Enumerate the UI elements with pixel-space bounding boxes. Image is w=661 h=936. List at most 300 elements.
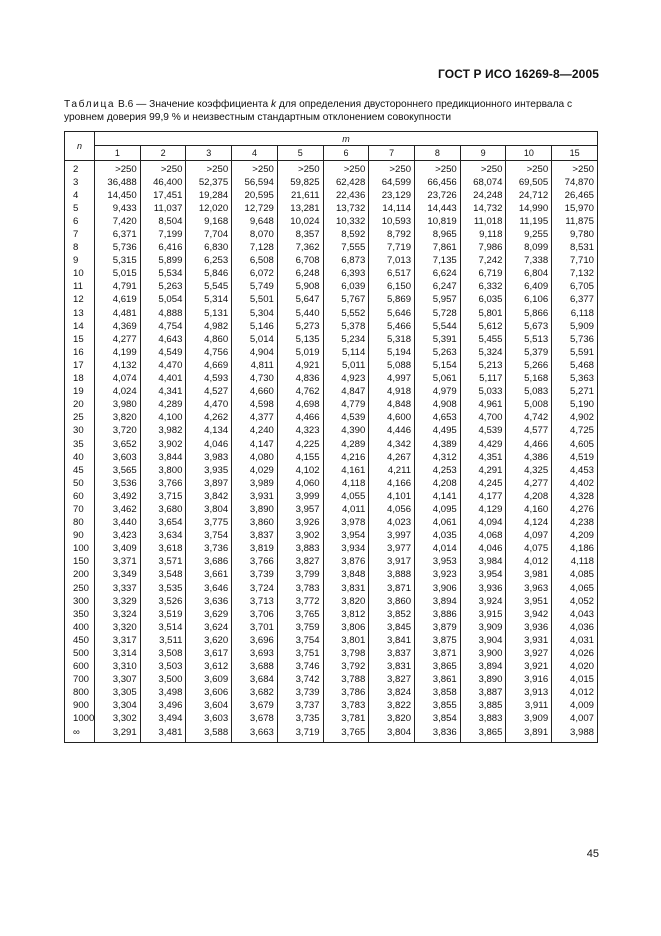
value-cell: 5,011 (323, 359, 369, 372)
value-cell: 3,842 (186, 490, 232, 503)
value-cell: 5,213 (460, 359, 506, 372)
n-cell: 15 (65, 333, 95, 346)
value-cell: 4,470 (140, 359, 186, 372)
value-cell: 5,363 (552, 373, 598, 386)
n-cell: 50 (65, 477, 95, 490)
value-cell: 4,009 (552, 700, 598, 713)
value-cell: 3,804 (186, 503, 232, 516)
value-cell: 4,276 (552, 503, 598, 516)
value-cell: 3,865 (415, 661, 461, 674)
value-cell: 4,011 (323, 503, 369, 516)
n-cell: 10 (65, 268, 95, 281)
value-cell: 4,921 (277, 359, 323, 372)
value-cell: 3,786 (323, 687, 369, 700)
value-cell: 3,792 (323, 661, 369, 674)
value-cell: 4,056 (369, 503, 415, 516)
value-cell: 6,332 (460, 281, 506, 294)
value-cell: 5,513 (506, 333, 552, 346)
n-cell: 900 (65, 700, 95, 713)
value-cell: 3,661 (186, 569, 232, 582)
value-cell: 56,594 (232, 176, 278, 189)
value-cell: 9,168 (186, 215, 232, 228)
table-row (65, 464, 598, 477)
value-cell: 3,902 (140, 438, 186, 451)
value-cell: 4,466 (277, 412, 323, 425)
value-cell: 4,918 (369, 386, 415, 399)
value-cell: 4,860 (186, 333, 232, 346)
value-cell: 5,015 (95, 268, 141, 281)
n-cell: 400 (65, 621, 95, 634)
value-cell: 3,514 (140, 621, 186, 634)
value-cell: 20,595 (232, 189, 278, 202)
value-cell: 6,248 (277, 268, 323, 281)
value-cell: 4,277 (506, 477, 552, 490)
value-cell: 3,806 (323, 621, 369, 634)
n-cell: 60 (65, 490, 95, 503)
value-cell: 3,936 (460, 582, 506, 595)
value-cell: 4,791 (95, 281, 141, 294)
value-cell: 4,429 (460, 438, 506, 451)
value-cell: 3,854 (415, 713, 461, 726)
value-cell: 69,505 (506, 176, 552, 189)
value-cell: 5,263 (140, 281, 186, 294)
value-cell: 4,240 (232, 425, 278, 438)
value-cell: 3,921 (506, 661, 552, 674)
value-cell: 3,820 (95, 412, 141, 425)
value-cell: 3,902 (277, 530, 323, 543)
value-cell: 3,349 (95, 569, 141, 582)
value-cell: 3,837 (369, 647, 415, 660)
value-cell: 7,242 (460, 255, 506, 268)
value-cell: 3,982 (140, 425, 186, 438)
value-cell: 3,900 (460, 647, 506, 660)
value-cell: 5,190 (552, 399, 598, 412)
value-cell: 4,539 (460, 425, 506, 438)
value-cell: 6,508 (232, 255, 278, 268)
value-cell: 3,636 (186, 595, 232, 608)
value-cell: 4,593 (186, 373, 232, 386)
value-cell: 4,997 (369, 373, 415, 386)
value-cell: 10,332 (323, 215, 369, 228)
value-cell: 3,865 (460, 726, 506, 743)
value-cell: 3,981 (506, 569, 552, 582)
value-cell: 4,209 (552, 530, 598, 543)
value-cell: 4,177 (460, 490, 506, 503)
n-cell: 40 (65, 451, 95, 464)
value-cell: 3,931 (506, 634, 552, 647)
value-cell: 3,876 (323, 556, 369, 569)
value-cell: 3,931 (232, 490, 278, 503)
value-cell: 7,362 (277, 242, 323, 255)
value-cell: 4,267 (369, 451, 415, 464)
value-cell: 59,825 (277, 176, 323, 189)
value-cell: 4,080 (232, 451, 278, 464)
document-id: ГОСТ Р ИСО 16269-8—2005 (437, 67, 599, 81)
value-cell: 5,061 (415, 373, 461, 386)
value-cell: 3,634 (140, 530, 186, 543)
value-cell: 3,652 (95, 438, 141, 451)
value-cell: 4,402 (552, 477, 598, 490)
n-cell: 18 (65, 373, 95, 386)
value-cell: 3,754 (186, 530, 232, 543)
value-cell: 5,146 (232, 320, 278, 333)
value-cell: 36,488 (95, 176, 141, 189)
n-cell: 500 (65, 647, 95, 660)
table-row (65, 490, 598, 503)
value-cell: 3,804 (369, 726, 415, 743)
value-cell: 5,544 (415, 320, 461, 333)
value-cell: 4,836 (277, 373, 323, 386)
value-cell: 5,909 (552, 320, 598, 333)
value-cell: 4,700 (460, 412, 506, 425)
value-cell: 3,844 (140, 451, 186, 464)
value-cell: >250 (95, 161, 141, 177)
value-cell: 3,924 (460, 595, 506, 608)
value-cell: 4,698 (277, 399, 323, 412)
n-cell: 3 (65, 176, 95, 189)
value-cell: 62,428 (323, 176, 369, 189)
value-cell: 4,961 (460, 399, 506, 412)
value-cell: 3,963 (506, 582, 552, 595)
n-cell: 9 (65, 255, 95, 268)
value-cell: 3,654 (140, 517, 186, 530)
value-cell: 4,015 (552, 674, 598, 687)
value-cell: 3,310 (95, 661, 141, 674)
value-cell: 3,897 (186, 477, 232, 490)
value-cell: 4,549 (140, 346, 186, 359)
value-cell: 4,134 (186, 425, 232, 438)
value-cell: 3,923 (415, 569, 461, 582)
value-cell: 5,315 (95, 255, 141, 268)
value-cell: 3,890 (232, 503, 278, 516)
caption-variable: k (270, 99, 277, 110)
value-cell: 23,726 (415, 189, 461, 202)
value-cell: 5,866 (506, 307, 552, 320)
value-cell: 4,605 (552, 438, 598, 451)
value-cell: 4,466 (506, 438, 552, 451)
n-cell: 45 (65, 464, 95, 477)
value-cell: 9,780 (552, 228, 598, 241)
value-cell: 3,883 (460, 713, 506, 726)
table-row (65, 228, 598, 241)
value-cell: 4,669 (186, 359, 232, 372)
value-cell: 4,208 (415, 477, 461, 490)
value-cell: 8,531 (552, 242, 598, 255)
value-cell: 7,710 (552, 255, 598, 268)
value-cell: 5,612 (460, 320, 506, 333)
value-cell: 4,323 (277, 425, 323, 438)
value-cell: 3,885 (460, 700, 506, 713)
value-cell: 3,819 (232, 543, 278, 556)
value-cell: 5,767 (323, 294, 369, 307)
caption-number: В.6 (118, 99, 134, 110)
value-cell: 6,393 (323, 268, 369, 281)
m-value-header: 4 (232, 146, 278, 161)
value-cell: 4,756 (186, 346, 232, 359)
value-cell: 3,957 (277, 503, 323, 516)
value-cell: 26,465 (552, 189, 598, 202)
value-cell: 9,118 (460, 228, 506, 241)
m-value-header: 5 (277, 146, 323, 161)
n-cell: 13 (65, 307, 95, 320)
value-cell: 6,106 (506, 294, 552, 307)
n-cell: 16 (65, 346, 95, 359)
m-value-header: 9 (460, 146, 506, 161)
value-cell: 4,848 (369, 399, 415, 412)
value-cell: 3,618 (140, 543, 186, 556)
value-cell: 3,766 (140, 477, 186, 490)
value-cell: 3,980 (95, 399, 141, 412)
value-cell: 4,118 (552, 556, 598, 569)
value-cell: 66,456 (415, 176, 461, 189)
value-cell: 5,314 (186, 294, 232, 307)
value-cell: 3,772 (277, 595, 323, 608)
value-cell: 4,730 (232, 373, 278, 386)
value-cell: 13,281 (277, 202, 323, 215)
value-cell: 4,982 (186, 320, 232, 333)
table-row (65, 307, 598, 320)
value-cell: 5,455 (460, 333, 506, 346)
value-cell: 3,887 (460, 687, 506, 700)
value-cell: 5,008 (506, 399, 552, 412)
value-cell: 4,124 (506, 517, 552, 530)
value-cell: 3,536 (95, 477, 141, 490)
value-cell: 5,168 (506, 373, 552, 386)
value-cell: 5,033 (460, 386, 506, 399)
table-row (65, 438, 598, 451)
value-cell: 4,245 (460, 477, 506, 490)
value-cell: 3,827 (277, 556, 323, 569)
value-cell: >250 (415, 161, 461, 177)
value-cell: 3,696 (232, 634, 278, 647)
value-cell: 3,508 (140, 647, 186, 660)
value-cell: 4,351 (460, 451, 506, 464)
value-cell: 8,099 (506, 242, 552, 255)
table-row (65, 477, 598, 490)
n-cell: 14 (65, 320, 95, 333)
value-cell: 4,186 (552, 543, 598, 556)
value-cell: 3,781 (323, 713, 369, 726)
table-row (65, 621, 598, 634)
value-cell: 7,128 (232, 242, 278, 255)
value-cell: 5,154 (415, 359, 461, 372)
value-cell: 8,504 (140, 215, 186, 228)
value-cell: 3,871 (415, 647, 461, 660)
value-cell: 3,989 (232, 477, 278, 490)
value-cell: >250 (506, 161, 552, 177)
table-row (65, 517, 598, 530)
value-cell: 4,904 (232, 346, 278, 359)
value-cell: 4,029 (232, 464, 278, 477)
value-cell: 4,225 (277, 438, 323, 451)
table-row (65, 268, 598, 281)
value-cell: 14,114 (369, 202, 415, 215)
table-row (65, 399, 598, 412)
value-cell: 4,328 (552, 490, 598, 503)
value-cell: 6,409 (506, 281, 552, 294)
value-cell: 3,609 (186, 674, 232, 687)
value-cell: 3,500 (140, 674, 186, 687)
value-cell: 3,663 (232, 726, 278, 743)
caption-prefix: Таблица (64, 99, 116, 110)
value-cell: 4,160 (506, 503, 552, 516)
value-cell: 4,102 (277, 464, 323, 477)
value-cell: 3,603 (186, 713, 232, 726)
n-cell: 12 (65, 294, 95, 307)
value-cell: 5,378 (323, 320, 369, 333)
value-cell: 6,517 (369, 268, 415, 281)
value-cell: >250 (186, 161, 232, 177)
value-cell: 5,736 (552, 333, 598, 346)
value-cell: 9,648 (232, 215, 278, 228)
value-cell: 10,593 (369, 215, 415, 228)
value-cell: 3,496 (140, 700, 186, 713)
value-cell: 3,307 (95, 674, 141, 687)
value-cell: 5,234 (323, 333, 369, 346)
table-row (65, 281, 598, 294)
value-cell: 3,812 (323, 608, 369, 621)
value-cell: 5,131 (186, 307, 232, 320)
value-cell: 4,291 (460, 464, 506, 477)
value-cell: 3,953 (415, 556, 461, 569)
value-cell: 7,199 (140, 228, 186, 241)
value-cell: 4,653 (415, 412, 461, 425)
caption-dash: — (136, 99, 147, 110)
value-cell: 7,719 (369, 242, 415, 255)
value-cell: 5,552 (323, 307, 369, 320)
value-cell: 5,468 (552, 359, 598, 372)
value-cell: 5,083 (506, 386, 552, 399)
value-cell: 3,511 (140, 634, 186, 647)
value-cell: 3,860 (369, 595, 415, 608)
table-row (65, 202, 598, 215)
value-cell: 3,879 (415, 621, 461, 634)
value-cell: 3,682 (232, 687, 278, 700)
value-cell: 14,732 (460, 202, 506, 215)
value-cell: 5,304 (232, 307, 278, 320)
value-cell: 6,377 (552, 294, 598, 307)
table-row (65, 294, 598, 307)
value-cell: 14,450 (95, 189, 141, 202)
value-cell: 3,519 (140, 608, 186, 621)
table-row (65, 161, 598, 177)
value-cell: 4,118 (323, 477, 369, 490)
value-cell: 4,132 (95, 359, 141, 372)
value-cell: 5,545 (186, 281, 232, 294)
value-cell: 3,824 (369, 687, 415, 700)
value-cell: 4,262 (186, 412, 232, 425)
value-cell: 4,061 (415, 517, 461, 530)
value-cell: 15,970 (552, 202, 598, 215)
table-row (65, 674, 598, 687)
value-cell: 4,779 (323, 399, 369, 412)
table-row (65, 713, 598, 726)
value-cell: 3,936 (506, 621, 552, 634)
value-cell: 17,451 (140, 189, 186, 202)
value-cell: 3,304 (95, 700, 141, 713)
value-cell: 4,065 (552, 582, 598, 595)
value-cell: 3,775 (186, 517, 232, 530)
value-cell: 5,501 (232, 294, 278, 307)
value-cell: 4,012 (506, 556, 552, 569)
value-cell: 3,765 (277, 608, 323, 621)
value-cell: 3,871 (369, 582, 415, 595)
value-cell: 4,046 (186, 438, 232, 451)
value-cell: 3,883 (277, 543, 323, 556)
value-cell: 9,433 (95, 202, 141, 215)
value-cell: 4,754 (140, 320, 186, 333)
page-number: 45 (586, 848, 599, 860)
value-cell: 3,822 (369, 700, 415, 713)
value-cell: 21,611 (277, 189, 323, 202)
value-cell: 4,453 (552, 464, 598, 477)
value-cell: 4,762 (277, 386, 323, 399)
value-cell: 3,820 (369, 713, 415, 726)
table-row (65, 569, 598, 582)
value-cell: 3,888 (369, 569, 415, 582)
value-cell: 4,312 (415, 451, 461, 464)
value-cell: 3,548 (140, 569, 186, 582)
value-cell: 74,870 (552, 176, 598, 189)
value-cell: 3,624 (186, 621, 232, 634)
value-cell: 6,035 (460, 294, 506, 307)
table-row (65, 386, 598, 399)
value-cell: 3,565 (95, 464, 141, 477)
value-cell: 6,253 (186, 255, 232, 268)
value-cell: 3,535 (140, 582, 186, 595)
value-cell: 5,263 (415, 346, 461, 359)
value-cell: 7,132 (552, 268, 598, 281)
value-cell: >250 (460, 161, 506, 177)
value-cell: 5,749 (232, 281, 278, 294)
value-cell: 3,620 (186, 634, 232, 647)
value-cell: 4,341 (140, 386, 186, 399)
value-cell: 4,100 (140, 412, 186, 425)
n-cell: 350 (65, 608, 95, 621)
value-cell: 11,195 (506, 215, 552, 228)
value-cell: 4,527 (186, 386, 232, 399)
value-cell: 4,014 (415, 543, 461, 556)
value-cell: 3,693 (232, 647, 278, 660)
value-cell: 5,266 (506, 359, 552, 372)
value-cell: 3,305 (95, 687, 141, 700)
table-row (65, 608, 598, 621)
value-cell: 3,715 (140, 490, 186, 503)
n-cell: 25 (65, 412, 95, 425)
value-cell: 4,147 (232, 438, 278, 451)
value-cell: 4,401 (140, 373, 186, 386)
value-cell: 3,836 (415, 726, 461, 743)
value-cell: 5,054 (140, 294, 186, 307)
value-cell: 3,739 (277, 687, 323, 700)
value-cell: 4,325 (506, 464, 552, 477)
value-cell: 4,253 (415, 464, 461, 477)
value-cell: 3,688 (232, 661, 278, 674)
value-cell: 3,612 (186, 661, 232, 674)
value-cell: 3,423 (95, 530, 141, 543)
value-cell: 3,831 (369, 661, 415, 674)
value-cell: 3,911 (506, 700, 552, 713)
n-cell: 5 (65, 202, 95, 215)
value-cell: 6,118 (552, 307, 598, 320)
value-cell: 3,498 (140, 687, 186, 700)
value-cell: 52,375 (186, 176, 232, 189)
value-cell: 4,725 (552, 425, 598, 438)
value-cell: 6,624 (415, 268, 461, 281)
table-row (65, 346, 598, 359)
value-cell: 13,732 (323, 202, 369, 215)
value-cell: 4,908 (415, 399, 461, 412)
